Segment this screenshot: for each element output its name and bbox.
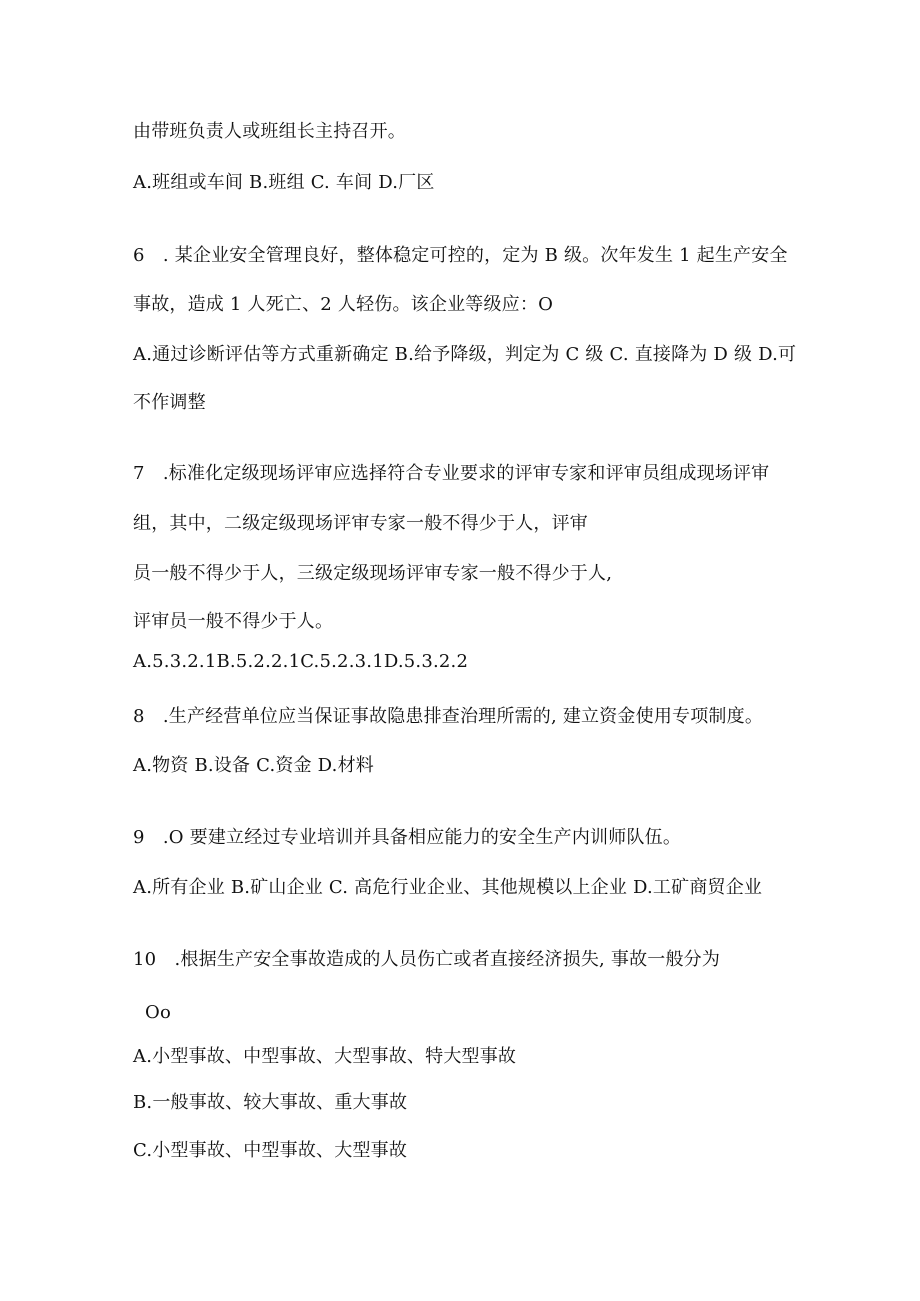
question-10-option-b: B.一般事故、较大事故、重大事故 [133, 1092, 408, 1113]
question-5-options: A.班组或车间 B.班组 C. 车间 D.厂区 [133, 172, 435, 193]
question-6-stem-line-1: 6 . 某企业安全管理良好，整体稳定可控的，定为 B 级。次年发生 1 起生产安全 [133, 245, 788, 266]
question-7-stem-line-2: 组，其中，二级定级现场评审专家一般不得少于人，评审 [133, 513, 588, 534]
question-10-option-a: A.小型事故、中型事故、大型事故、特大型事故 [133, 1046, 517, 1067]
question-10-option-c: C.小型事故、中型事故、大型事故 [133, 1140, 408, 1161]
question-6-options-line-2: 不作调整 [133, 392, 206, 413]
question-5-stem-end: 由带班负责人或班组长主持召开。 [133, 121, 406, 142]
question-8-stem: 8 .生产经营单位应当保证事故隐患排查治理所需的, 建立资金使用专项制度。 [133, 706, 764, 727]
question-10-stem-line-2: Oo [145, 1002, 171, 1023]
question-7-stem-line-4: 评审员一般不得少于人。 [133, 611, 334, 632]
question-10-stem-line-1: 10 .根据生产安全事故造成的人员伤亡或者直接经济损失, 事故一般分为 [133, 949, 721, 970]
question-9-stem: 9 .O 要建立经过专业培训并具备相应能力的安全生产内训师队伍。 [133, 827, 682, 848]
question-8-options: A.物资 B.设备 C.资金 D.材料 [133, 755, 374, 776]
question-6-stem-line-2: 事故，造成 1 人死亡、2 人轻伤。该企业等级应：O [133, 294, 554, 315]
question-9-options: A.所有企业 B.矿山企业 C. 高危行业企业、其他规模以上企业 D.工矿商贸企业 [133, 877, 763, 898]
question-7-stem-line-1: 7 .标准化定级现场评审应选择符合专业要求的评审专家和评审员组成现场评审 [133, 463, 770, 484]
question-7-options: A.5.3.2.1B.5.2.2.1C.5.2.3.1D.5.3.2.2 [133, 651, 469, 672]
question-6-options-line-1: A.通过诊断评估等方式重新确定 B.给予降级，判定为 C 级 C. 直接降为 D 级 D.可 [133, 344, 797, 365]
question-7-stem-line-3: 员一般不得少于人，三级定级现场评审专家一般不得少于人, [133, 563, 613, 584]
